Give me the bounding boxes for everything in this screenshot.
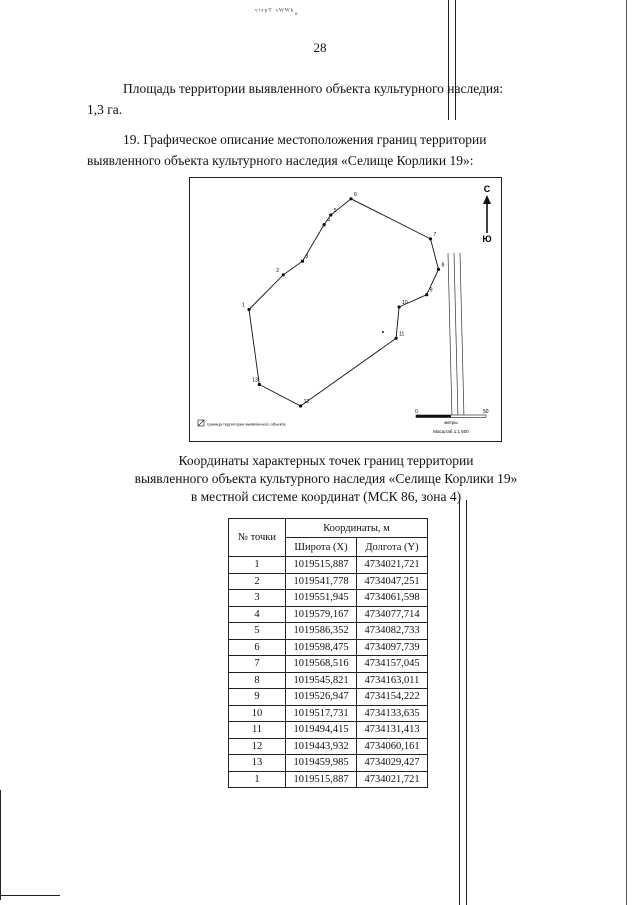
table-row xyxy=(229,590,428,607)
area-line-1: Площадь территории выявленного объекта культурного наследия: xyxy=(123,81,504,96)
longitude-cell: 4734077,714 xyxy=(357,606,428,623)
boundary-polygon xyxy=(249,199,439,406)
scale-end: 50 xyxy=(483,409,489,415)
section-line-1: Графическое описание местоположения границ территории xyxy=(143,132,487,147)
point-number-cell: 12 xyxy=(229,738,286,755)
longitude-cell: 4734133,635 xyxy=(357,705,428,722)
scan-line xyxy=(466,500,467,905)
section-line-2: выявленного объекта культурного наследия «Селище Корлики 19»: xyxy=(87,153,474,168)
scan-corner xyxy=(0,895,60,896)
header-longitude: Долгота (Y) xyxy=(357,538,428,557)
boundary-point xyxy=(398,305,401,308)
point-number-cell: 2 xyxy=(229,573,286,590)
page-number: 28 xyxy=(313,40,327,55)
south-label: Ю xyxy=(482,234,492,244)
latitude-cell: 1019459,985 xyxy=(286,755,357,772)
boundary-point-label: 4 xyxy=(327,217,330,224)
latitude-cell: 1019515,887 xyxy=(286,771,357,788)
scan-edge xyxy=(0,790,1,900)
scale-text: Масштаб 1:1 500 xyxy=(433,429,469,434)
point-number-cell: 4 xyxy=(229,606,286,623)
boundary-point xyxy=(429,237,432,240)
latitude-cell: 1019494,415 xyxy=(286,722,357,739)
point-number-cell: 7 xyxy=(229,656,286,673)
latitude-cell: 1019579,167 xyxy=(286,606,357,623)
boundary-point-label: 7 xyxy=(433,231,437,238)
road-lines xyxy=(448,253,464,418)
boundary-point-label: 12 xyxy=(303,399,310,405)
section-paragraph xyxy=(87,129,565,171)
table-row xyxy=(229,755,428,772)
point-number-cell: 5 xyxy=(229,623,286,640)
scan-line xyxy=(626,0,627,905)
boundary-point-label: 5 xyxy=(333,208,337,214)
table-row xyxy=(229,623,428,640)
boundary-point xyxy=(329,213,332,216)
boundary-point-label: 13 xyxy=(252,377,258,384)
boundary-point xyxy=(425,293,428,296)
scale-unit: метры xyxy=(444,420,458,425)
latitude-cell: 1019545,821 xyxy=(286,672,357,689)
longitude-cell: 4734097,739 xyxy=(357,639,428,656)
boundary-map xyxy=(189,177,502,442)
area-paragraph xyxy=(87,78,565,120)
latitude-cell: 1019586,352 xyxy=(286,623,357,640)
coordinates-table xyxy=(228,518,428,788)
header-coordinates: Координаты, м xyxy=(286,519,428,538)
longitude-cell: 4734021,721 xyxy=(357,557,428,574)
table-row xyxy=(229,689,428,706)
point-number-cell: 9 xyxy=(229,689,286,706)
map-legend xyxy=(198,420,286,427)
point-number-cell: 8 xyxy=(229,672,286,689)
boundary-point xyxy=(349,197,352,200)
area-line-2: 1,3 га. xyxy=(87,102,123,117)
boundary-point-label: 1 xyxy=(242,302,245,309)
boundary-point xyxy=(395,337,398,340)
table-row xyxy=(229,722,428,739)
caption-line-3: в местной системе координат (МСК 86, зона 4) xyxy=(190,489,462,504)
boundary-polygon-layer xyxy=(242,192,445,408)
latitude-cell: 1019517,731 xyxy=(286,705,357,722)
longitude-cell: 4734163,011 xyxy=(357,672,428,689)
table-row xyxy=(229,557,428,574)
boundary-point xyxy=(299,404,302,407)
point-number-cell: 11 xyxy=(229,722,286,739)
coordinates-table-body xyxy=(229,557,428,788)
longitude-cell: 4734061,598 xyxy=(357,590,428,607)
latitude-cell: 1019598,475 xyxy=(286,639,357,656)
caption-line-2: выявленного объекта культурного наследия «Селище Корлики 19» xyxy=(134,471,518,486)
table-row xyxy=(229,705,428,722)
boundary-point xyxy=(301,260,304,263)
point-number-cell: 3 xyxy=(229,590,286,607)
boundary-point-label: 10 xyxy=(402,300,408,306)
map-speck xyxy=(382,331,384,333)
boundary-point-label: 6 xyxy=(354,191,357,198)
longitude-cell: 4734060,161 xyxy=(357,738,428,755)
scale-start: 0 xyxy=(415,409,418,415)
boundary-point xyxy=(258,383,261,386)
point-number-cell: 1 xyxy=(229,771,286,788)
boundary-point xyxy=(282,273,285,276)
point-number-cell: 10 xyxy=(229,705,286,722)
longitude-cell: 4734082,733 xyxy=(357,623,428,640)
table-caption xyxy=(87,452,565,506)
longitude-cell: 4734047,251 xyxy=(357,573,428,590)
boundary-point xyxy=(247,308,250,311)
boundary-point xyxy=(437,268,440,271)
header-marks: ᵛᶦᶻᵖᵀ ˢᵂᵂᵏᵤ xyxy=(255,6,299,16)
latitude-cell: 1019515,887 xyxy=(286,557,357,574)
boundary-point xyxy=(323,223,326,226)
legend-text: граница территории выявленного объекта xyxy=(207,421,286,427)
table-row xyxy=(229,573,428,590)
north-arrow xyxy=(482,184,491,244)
header-point-number: № точки xyxy=(229,519,286,557)
latitude-cell: 1019526,947 xyxy=(286,689,357,706)
caption-line-1: Координаты характерных точек границ территории xyxy=(178,453,474,468)
boundary-point-label: 2 xyxy=(276,267,280,274)
longitude-cell: 4734021,721 xyxy=(357,771,428,788)
boundary-point-label: 3 xyxy=(305,254,309,261)
table-row xyxy=(229,738,428,755)
scan-line xyxy=(459,500,460,905)
section-number: 19. xyxy=(123,132,140,147)
longitude-cell: 4734029,427 xyxy=(357,755,428,772)
longitude-cell: 4734157,045 xyxy=(357,656,428,673)
table-row xyxy=(229,672,428,689)
table-row xyxy=(229,656,428,673)
boundary-point-label: 11 xyxy=(399,331,405,338)
latitude-cell: 1019541,778 xyxy=(286,573,357,590)
boundary-point-label: 8 xyxy=(441,262,445,269)
point-number-cell: 13 xyxy=(229,755,286,772)
table-row xyxy=(229,606,428,623)
point-number-cell: 1 xyxy=(229,557,286,574)
table-row xyxy=(229,639,428,656)
table-row xyxy=(229,771,428,788)
north-label: С xyxy=(483,184,491,194)
boundary-point-label: 9 xyxy=(429,287,433,294)
latitude-cell: 1019568,516 xyxy=(286,656,357,673)
point-number-cell: 6 xyxy=(229,639,286,656)
longitude-cell: 4734154,222 xyxy=(357,689,428,706)
latitude-cell: 1019443,932 xyxy=(286,738,357,755)
header-latitude: Широта (X) xyxy=(286,538,357,557)
latitude-cell: 1019551,945 xyxy=(286,590,357,607)
boundary-map-svg xyxy=(190,178,501,441)
longitude-cell: 4734131,413 xyxy=(357,722,428,739)
